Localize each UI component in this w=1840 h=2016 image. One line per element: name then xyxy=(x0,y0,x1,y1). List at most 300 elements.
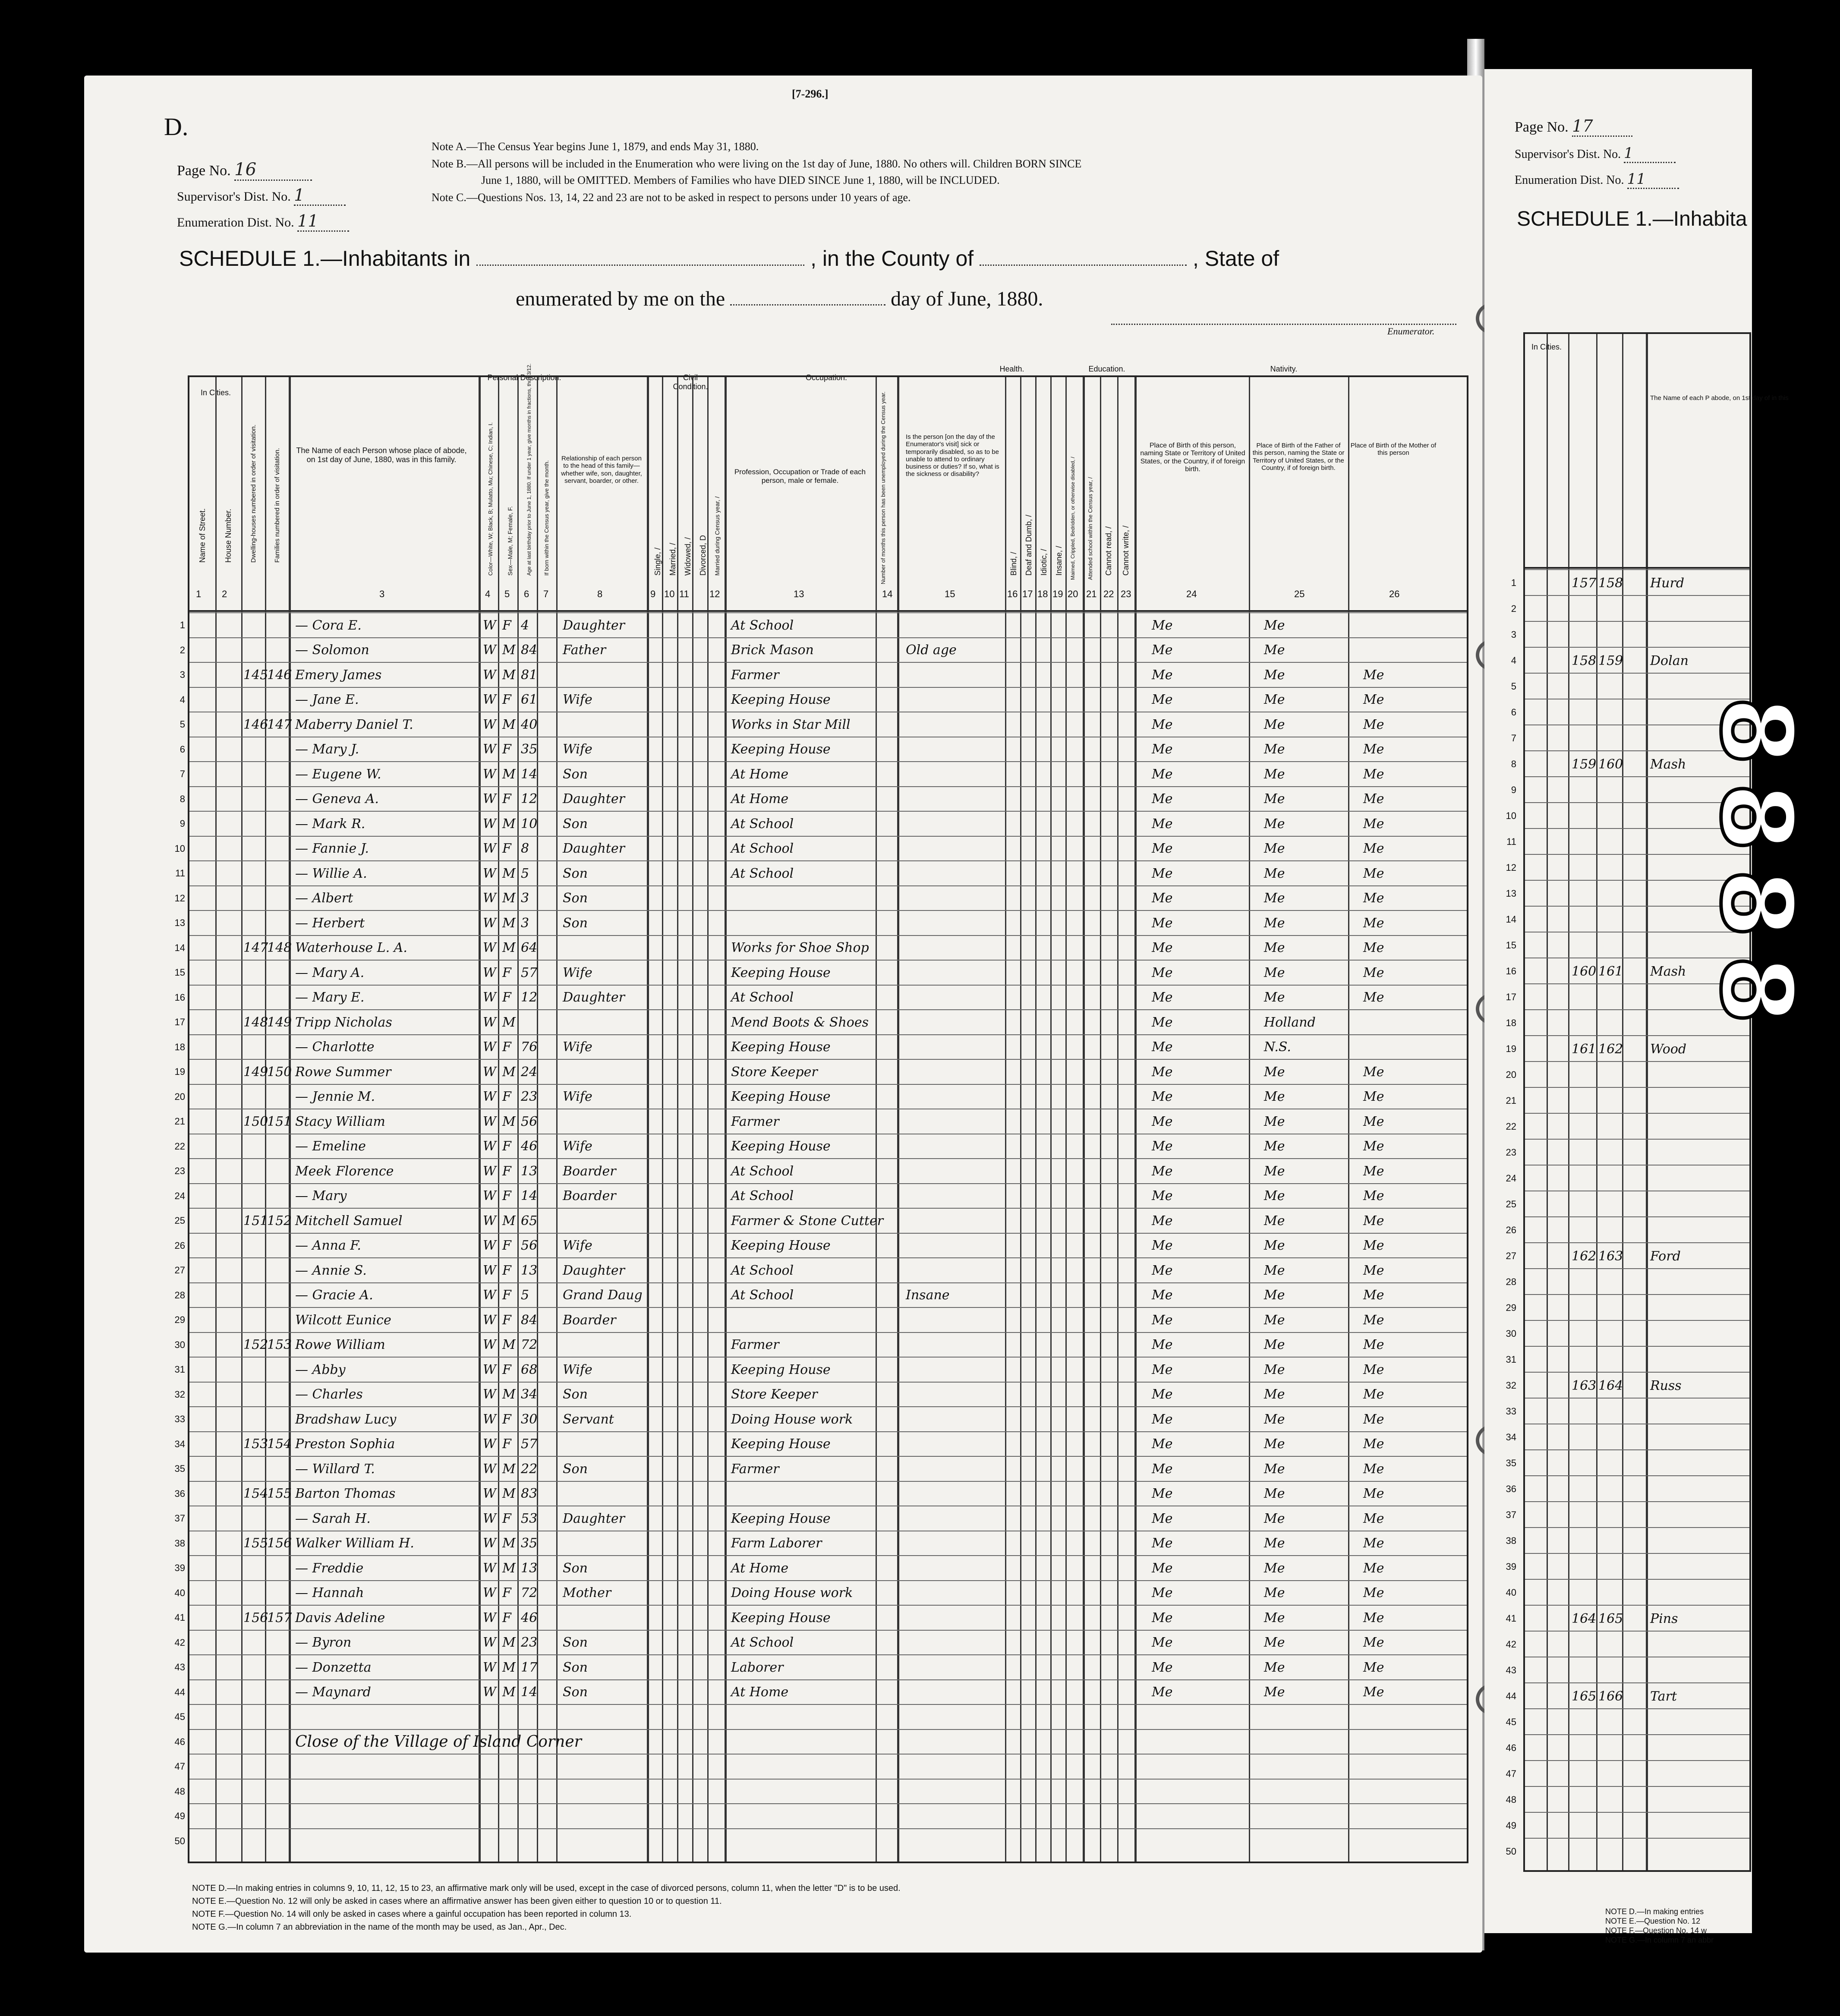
color-value: W xyxy=(483,841,496,856)
stamp-glyph: 8 xyxy=(1698,696,1814,765)
right-table-row xyxy=(1506,1294,1749,1321)
right-family-number: 162 xyxy=(1598,1041,1623,1057)
right-table-row xyxy=(1506,1786,1749,1813)
right-table-row xyxy=(1506,1035,1749,1062)
birthplace-value: Me xyxy=(1152,766,1173,782)
age-value: 84 xyxy=(521,1312,538,1328)
right-person-name: Dolan xyxy=(1650,653,1689,668)
right-person-name: Mash xyxy=(1650,756,1686,772)
enumeration-label: Enumeration Dist. No. xyxy=(177,215,294,230)
mother-birthplace-value: Me xyxy=(1363,1362,1384,1377)
right-table-row xyxy=(1506,1682,1749,1709)
birthplace-value: Me xyxy=(1152,1436,1173,1452)
row-number: 13 xyxy=(174,917,185,928)
row-number: 14 xyxy=(174,942,185,953)
right-table-row xyxy=(1506,1372,1749,1399)
right-note-g: NOTE G.—In column 7 an abbr xyxy=(1605,1936,1714,1944)
right-row-number: 47 xyxy=(1506,1768,1516,1779)
relationship-value: Daughter xyxy=(563,1511,625,1526)
right-note-e: NOTE E.—Question No. 12 xyxy=(1605,1917,1701,1925)
colnum: 15 xyxy=(945,589,955,599)
birthplace-value: Me xyxy=(1152,841,1173,856)
illness-value: Old age xyxy=(906,643,957,658)
right-row-number: 7 xyxy=(1511,733,1516,743)
right-table-row xyxy=(1506,1708,1749,1735)
color-value: W xyxy=(483,1411,496,1427)
color-value: W xyxy=(483,1610,496,1625)
row-number: 43 xyxy=(174,1662,185,1673)
col-label-sex: Sex—Male, M; Female, F. xyxy=(507,506,514,576)
mother-birthplace-value: Me xyxy=(1363,940,1384,955)
age-value: 3 xyxy=(521,891,529,906)
mother-birthplace-value: Me xyxy=(1363,1610,1384,1625)
row-number: 24 xyxy=(174,1190,185,1201)
right-table-row xyxy=(1506,1657,1749,1683)
father-birthplace-value: Me xyxy=(1264,1362,1285,1377)
dwelling-number: 153 xyxy=(243,1436,268,1452)
right-schedule-title: SCHEDULE 1.—Inhabita xyxy=(1517,208,1747,230)
color-value: W xyxy=(483,1040,496,1055)
supervisor-label: Supervisor's Dist. No. xyxy=(177,189,291,204)
relationship-value: Mother xyxy=(563,1585,611,1600)
note-c: Note C.—Questions Nos. 13, 14, 22 and 23 are not to be asked in respect to persons under 10 years of age. xyxy=(432,191,911,204)
color-value: W xyxy=(483,1089,496,1104)
row-number: 11 xyxy=(175,868,185,879)
color-value: W xyxy=(483,742,496,757)
right-dwelling-number: 162 xyxy=(1572,1248,1597,1264)
colnum: 8 xyxy=(597,589,603,599)
sex-value: M xyxy=(502,1685,516,1700)
row-number: 26 xyxy=(174,1240,185,1251)
color-value: W xyxy=(483,1312,496,1328)
table-row xyxy=(174,1779,1467,1804)
table-row xyxy=(174,1208,1467,1233)
colnum: 10 xyxy=(664,589,675,599)
person-name: — Willie A. xyxy=(295,866,367,881)
father-birthplace-value: Me xyxy=(1264,766,1285,782)
mother-birthplace-value: Me xyxy=(1363,1560,1384,1576)
dwelling-number: 146 xyxy=(243,717,268,732)
relationship-value: Son xyxy=(563,866,588,881)
father-birthplace-value: Me xyxy=(1264,841,1285,856)
color-value: W xyxy=(483,1436,496,1452)
occupation-value: Keeping House xyxy=(731,1436,831,1452)
row-number: 25 xyxy=(174,1215,185,1226)
table-row xyxy=(174,1009,1467,1034)
relationship-value: Wife xyxy=(563,742,592,757)
mother-birthplace-value: Me xyxy=(1363,1411,1384,1427)
table-row xyxy=(174,1754,1467,1779)
birthplace-value: Me xyxy=(1152,1089,1173,1104)
table-row xyxy=(174,1134,1467,1159)
row-number: 40 xyxy=(174,1587,185,1598)
color-value: W xyxy=(483,1188,496,1203)
father-birthplace-value: Me xyxy=(1264,1511,1285,1526)
row-number: 46 xyxy=(174,1736,185,1747)
birthplace-value: Me xyxy=(1152,1163,1173,1179)
sex-value: F xyxy=(502,965,511,980)
dwelling-number: 150 xyxy=(243,1114,268,1129)
right-page-no-label: Page No. xyxy=(1515,119,1569,135)
family-number: 148 xyxy=(267,940,292,955)
father-birthplace-value: Me xyxy=(1264,1064,1285,1080)
age-value: 84 xyxy=(521,643,538,658)
person-name: Bradshaw Lucy xyxy=(295,1411,397,1427)
color-value: W xyxy=(483,1560,496,1576)
occupation-value: Store Keeper xyxy=(731,1387,818,1402)
colnum: 5 xyxy=(504,589,510,599)
father-birthplace-value: Me xyxy=(1264,617,1285,633)
right-dwelling-number: 165 xyxy=(1572,1688,1597,1704)
col-label-occupation: Profession, Occupation or Trade of each person, male or female. xyxy=(734,468,866,485)
person-name: — Jennie M. xyxy=(295,1089,375,1104)
family-number: 151 xyxy=(267,1114,292,1129)
birthplace-value: Me xyxy=(1152,1536,1173,1551)
color-value: W xyxy=(483,667,496,683)
age-value: 23 xyxy=(521,1635,538,1650)
schedule-title-text: SCHEDULE 1.—Inhabitants in xyxy=(179,246,471,271)
colnum: 1 xyxy=(196,589,202,599)
row-number: 44 xyxy=(174,1686,185,1698)
relationship-value: Grand Daug xyxy=(563,1288,643,1303)
mother-birthplace-value: Me xyxy=(1363,915,1384,931)
right-family-number: 160 xyxy=(1598,756,1623,772)
birthplace-value: Me xyxy=(1152,816,1173,832)
occupation-value: At School xyxy=(731,1263,794,1278)
color-value: W xyxy=(483,717,496,732)
state-text: , State of xyxy=(1192,246,1279,271)
father-birthplace-value: Me xyxy=(1264,1536,1285,1551)
age-value: 5 xyxy=(521,1288,529,1303)
occupation-value: Doing House work xyxy=(731,1411,853,1427)
row-number: 21 xyxy=(174,1116,185,1127)
mother-birthplace-value: Me xyxy=(1363,841,1384,856)
sex-value: F xyxy=(502,791,511,806)
right-table-row xyxy=(1506,1631,1749,1657)
row-number: 38 xyxy=(174,1537,185,1549)
relationship-value: Boarder xyxy=(563,1188,616,1203)
father-birthplace-value: Me xyxy=(1264,1114,1285,1129)
corner-letter: D. xyxy=(164,113,189,141)
right-row-number: 20 xyxy=(1506,1069,1516,1080)
footnote-d: NOTE D.—In making entries in columns 9, 10, 11, 12, 15 to 23, an affirmative mark only will be used, except in the case of divorced persons, column 11, when the letter "D" is to be used. xyxy=(192,1884,901,1893)
color-value: W xyxy=(483,1511,496,1526)
birthplace-value: Me xyxy=(1152,1188,1173,1203)
age-value: 72 xyxy=(521,1337,538,1352)
age-value: 13 xyxy=(521,1560,538,1576)
col-label-name: The Name of each Person whose place of abode, on 1st day of June, 1880, was in this family. xyxy=(296,446,467,464)
col-label-mother-birthplace: Place of Birth of the Mother of this person xyxy=(1350,442,1437,457)
right-row-number: 17 xyxy=(1506,992,1516,1002)
occupation-value: Keeping House xyxy=(731,1511,831,1526)
row-number: 18 xyxy=(174,1041,185,1052)
col-label-family: Families numbered in order of visitation. xyxy=(274,448,281,563)
birthplace-value: Me xyxy=(1152,1139,1173,1154)
mother-birthplace-value: Me xyxy=(1363,1238,1384,1253)
right-row-number: 31 xyxy=(1506,1354,1516,1365)
table-row xyxy=(180,662,1467,687)
right-table-row xyxy=(1506,1216,1749,1243)
row-number: 42 xyxy=(174,1637,185,1648)
occupation-value: Farmer xyxy=(731,1114,779,1129)
col-label-single: Single, / xyxy=(653,547,662,576)
color-value: W xyxy=(483,1263,496,1278)
group-occupation: Occupation. xyxy=(805,373,848,382)
table-row xyxy=(174,910,1467,935)
mother-birthplace-value: Me xyxy=(1363,1660,1384,1675)
right-table-row xyxy=(1506,1605,1749,1632)
right-row-number: 12 xyxy=(1506,862,1516,873)
right-row-number: 30 xyxy=(1506,1328,1516,1339)
supervisor-value: 1 xyxy=(294,186,346,206)
right-table-row xyxy=(1511,621,1749,648)
birthplace-value: Me xyxy=(1152,1511,1173,1526)
age-value: 76 xyxy=(521,1040,538,1055)
father-birthplace-value: Me xyxy=(1264,816,1285,832)
person-name: — Freddie xyxy=(295,1560,364,1576)
table-row xyxy=(174,1605,1467,1630)
colnum: 22 xyxy=(1103,589,1114,599)
birthplace-value: Me xyxy=(1152,617,1173,633)
family-number: 147 xyxy=(267,717,292,732)
mother-birthplace-value: Me xyxy=(1363,1585,1384,1600)
mother-birthplace-value: Me xyxy=(1363,1511,1384,1526)
dwelling-number: 151 xyxy=(243,1213,268,1228)
right-row-number: 28 xyxy=(1506,1276,1516,1287)
table-row xyxy=(174,960,1467,985)
mother-birthplace-value: Me xyxy=(1363,1486,1384,1501)
occupation-value: Laborer xyxy=(731,1660,784,1675)
right-col-label-name: The Name of each P abode, on 1st day of in this xyxy=(1650,394,1789,402)
form-number: [7-296.] xyxy=(792,88,829,100)
right-row-number: 48 xyxy=(1506,1794,1516,1805)
col-label-unemployed: Number of months this person has been unemployed during the Census year. xyxy=(880,391,886,584)
person-name: Emery James xyxy=(295,667,382,683)
relationship-value: Wife xyxy=(563,965,592,980)
relationship-value: Boarder xyxy=(563,1163,616,1179)
age-value: 64 xyxy=(521,940,538,955)
color-value: W xyxy=(483,816,496,832)
mother-birthplace-value: Me xyxy=(1363,1163,1384,1179)
age-value: 57 xyxy=(521,965,538,980)
sex-value: F xyxy=(502,1089,511,1104)
row-number: 50 xyxy=(174,1835,185,1846)
right-person-name: Hurd xyxy=(1650,575,1685,591)
relationship-value: Son xyxy=(563,1560,588,1576)
occupation-value: At School xyxy=(731,866,794,881)
group-nativity: Nativity. xyxy=(1270,365,1298,373)
right-row-number: 41 xyxy=(1506,1613,1516,1624)
father-birthplace-value: Me xyxy=(1264,643,1285,658)
family-number: 149 xyxy=(267,1014,292,1030)
person-name: — Abby xyxy=(295,1362,346,1377)
right-supervisor-label: Supervisor's Dist. No. xyxy=(1515,148,1621,161)
birthplace-value: Me xyxy=(1152,1486,1173,1501)
relationship-value: Son xyxy=(563,1635,588,1650)
sex-value: M xyxy=(502,667,516,683)
color-value: W xyxy=(483,915,496,931)
age-value: 24 xyxy=(521,1064,538,1080)
right-row-number: 45 xyxy=(1506,1717,1516,1727)
birthplace-value: Me xyxy=(1152,1635,1173,1650)
footnote-e: NOTE E.—Question No. 12 will only be asked in cases where an affirmative answer has been given either to question 10 or to question 11. xyxy=(192,1896,722,1906)
occupation-value: Keeping House xyxy=(731,692,831,707)
colnum: 6 xyxy=(524,589,529,599)
birthplace-value: Me xyxy=(1152,1064,1173,1080)
right-table-row xyxy=(1511,569,1749,596)
table-row xyxy=(180,761,1467,786)
relationship-value: Wife xyxy=(563,1040,592,1055)
right-row-number: 23 xyxy=(1506,1147,1516,1158)
age-value: 56 xyxy=(521,1114,538,1129)
birthplace-value: Me xyxy=(1152,1387,1173,1402)
right-dwelling-number: 163 xyxy=(1572,1378,1597,1393)
occupation-value: At Home xyxy=(731,791,789,806)
table-row xyxy=(174,1803,1467,1828)
occupation-value: Store Keeper xyxy=(731,1064,818,1080)
page-no-value: 16 xyxy=(234,160,312,181)
right-dwelling-number: 157 xyxy=(1572,575,1597,591)
sex-value: M xyxy=(502,866,516,881)
occupation-value: Farmer xyxy=(731,1461,779,1477)
sex-value: F xyxy=(502,1585,511,1600)
person-name: — Mary A. xyxy=(295,965,365,980)
relationship-value: Daughter xyxy=(563,617,625,633)
table-row xyxy=(174,1109,1467,1134)
relationship-value: Wife xyxy=(563,1238,592,1253)
father-birthplace-value: Me xyxy=(1264,1139,1285,1154)
age-value: 83 xyxy=(521,1486,538,1501)
person-name: — Donzetta xyxy=(295,1660,372,1675)
right-family-number: 163 xyxy=(1598,1248,1623,1264)
right-page-no-value: 17 xyxy=(1572,117,1632,137)
sex-value: M xyxy=(502,1064,516,1080)
color-value: W xyxy=(483,1685,496,1700)
color-value: W xyxy=(483,1163,496,1179)
dwelling-number: 148 xyxy=(243,1014,268,1030)
right-row-number: 16 xyxy=(1506,966,1516,976)
right-table-row xyxy=(1506,1268,1749,1295)
page-no xyxy=(177,160,312,181)
sex-value: F xyxy=(502,1436,511,1452)
right-row-number: 33 xyxy=(1506,1406,1516,1417)
right-row-number: 19 xyxy=(1506,1043,1516,1054)
sex-value: M xyxy=(502,816,516,832)
person-name: — Fannie J. xyxy=(295,841,369,856)
occupation-value: Keeping House xyxy=(731,742,831,757)
col-label-father-birthplace: Place of Birth of the Father of this person, naming the State or Territory of United States, or the Country, if of foreign birth. xyxy=(1252,442,1345,472)
color-value: W xyxy=(483,1461,496,1477)
birthplace-value: Me xyxy=(1152,667,1173,683)
table-row xyxy=(174,1555,1467,1580)
right-person-name: Mash xyxy=(1650,964,1686,979)
sex-value: M xyxy=(502,643,516,658)
occupation-value: At School xyxy=(731,841,794,856)
right-row-number: 27 xyxy=(1506,1251,1516,1261)
color-value: W xyxy=(483,866,496,881)
row-number: 10 xyxy=(174,843,185,854)
birthplace-value: Me xyxy=(1152,1560,1173,1576)
father-birthplace-value: Me xyxy=(1264,717,1285,732)
father-birthplace-value: Me xyxy=(1264,990,1285,1005)
relationship-value: Son xyxy=(563,1660,588,1675)
occupation-value: Keeping House xyxy=(731,1139,831,1154)
col-label-color: Color—White, W; Black, B; Mulatto, Mu; Chinese, C; Indian, I. xyxy=(487,422,494,576)
right-table-row xyxy=(1506,1061,1749,1088)
color-value: W xyxy=(483,1635,496,1650)
colnum: 9 xyxy=(650,589,656,599)
age-value: 40 xyxy=(521,717,538,732)
table-row xyxy=(174,1456,1467,1481)
birthplace-value: Me xyxy=(1152,692,1173,707)
occupation-value: Works in Star Mill xyxy=(731,717,851,732)
sex-value: M xyxy=(502,1114,516,1129)
sex-value: M xyxy=(502,1337,516,1352)
age-value: 10 xyxy=(521,816,538,832)
occupation-value: At School xyxy=(731,1188,794,1203)
illness-value: Insane xyxy=(906,1288,950,1303)
colnum: 18 xyxy=(1037,589,1048,599)
father-birthplace-value: Me xyxy=(1264,742,1285,757)
occupation-value: Works for Shoe Shop xyxy=(731,940,869,955)
right-table-row xyxy=(1506,1579,1749,1606)
stamp-glyph: 8 xyxy=(1698,955,1814,1024)
mother-birthplace-value: Me xyxy=(1363,1436,1384,1452)
family-number: 155 xyxy=(267,1486,292,1501)
color-value: W xyxy=(483,1064,496,1080)
right-table-row xyxy=(1506,1501,1749,1528)
right-row-number: 4 xyxy=(1511,655,1516,666)
right-note-f: NOTE F.—Question No. 14 w xyxy=(1605,1926,1707,1935)
right-row-number: 37 xyxy=(1506,1509,1516,1520)
footnote-f: NOTE F.—Question No. 14 will only be asked in cases where a gainful occupation has been reported in column 13. xyxy=(192,1909,632,1919)
mother-birthplace-value: Me xyxy=(1363,1139,1384,1154)
person-name: Meek Florence xyxy=(295,1163,394,1179)
age-value: 13 xyxy=(521,1163,538,1179)
footnote-g: NOTE G.—In column 7 an abbreviation in the name of the month may be used, as Jan., Apr., Dec. xyxy=(192,1922,567,1932)
row-number: 33 xyxy=(174,1414,185,1424)
row-number: 6 xyxy=(180,743,185,755)
occupation-value: Keeping House xyxy=(731,965,831,980)
table-row xyxy=(174,985,1467,1010)
row-number: 20 xyxy=(174,1091,185,1102)
age-value: 68 xyxy=(521,1362,538,1377)
occupation-value: Keeping House xyxy=(731,1362,831,1377)
person-name: Maberry Daniel T. xyxy=(295,717,413,732)
sex-value: F xyxy=(502,1163,511,1179)
table-row xyxy=(174,1357,1467,1382)
note-b-continued: June 1, 1880, will be OMITTED. Members of Families who have DIED SINCE June 1, 1880, will be INCLUDED. xyxy=(481,174,1000,186)
row-number: 28 xyxy=(174,1289,185,1301)
occupation-value: At School xyxy=(731,816,794,832)
colnum: 16 xyxy=(1007,589,1018,599)
father-birthplace-value: Me xyxy=(1264,1163,1285,1179)
table-row xyxy=(174,1531,1467,1556)
occupation-value: Keeping House xyxy=(731,1089,831,1104)
right-table-row xyxy=(1506,1320,1749,1347)
table-row xyxy=(174,1059,1467,1084)
row-number: 36 xyxy=(174,1488,185,1499)
sex-value: F xyxy=(502,1263,511,1278)
father-birthplace-value: Me xyxy=(1264,1089,1285,1104)
row-number: 17 xyxy=(174,1017,185,1027)
relationship-value: Son xyxy=(563,1461,588,1477)
right-table-row xyxy=(1506,1812,1749,1839)
occupation-value: At School xyxy=(731,617,794,633)
right-table-row xyxy=(1506,1087,1749,1114)
occupation-value: Farmer xyxy=(731,667,779,683)
sex-value: M xyxy=(502,1387,516,1402)
